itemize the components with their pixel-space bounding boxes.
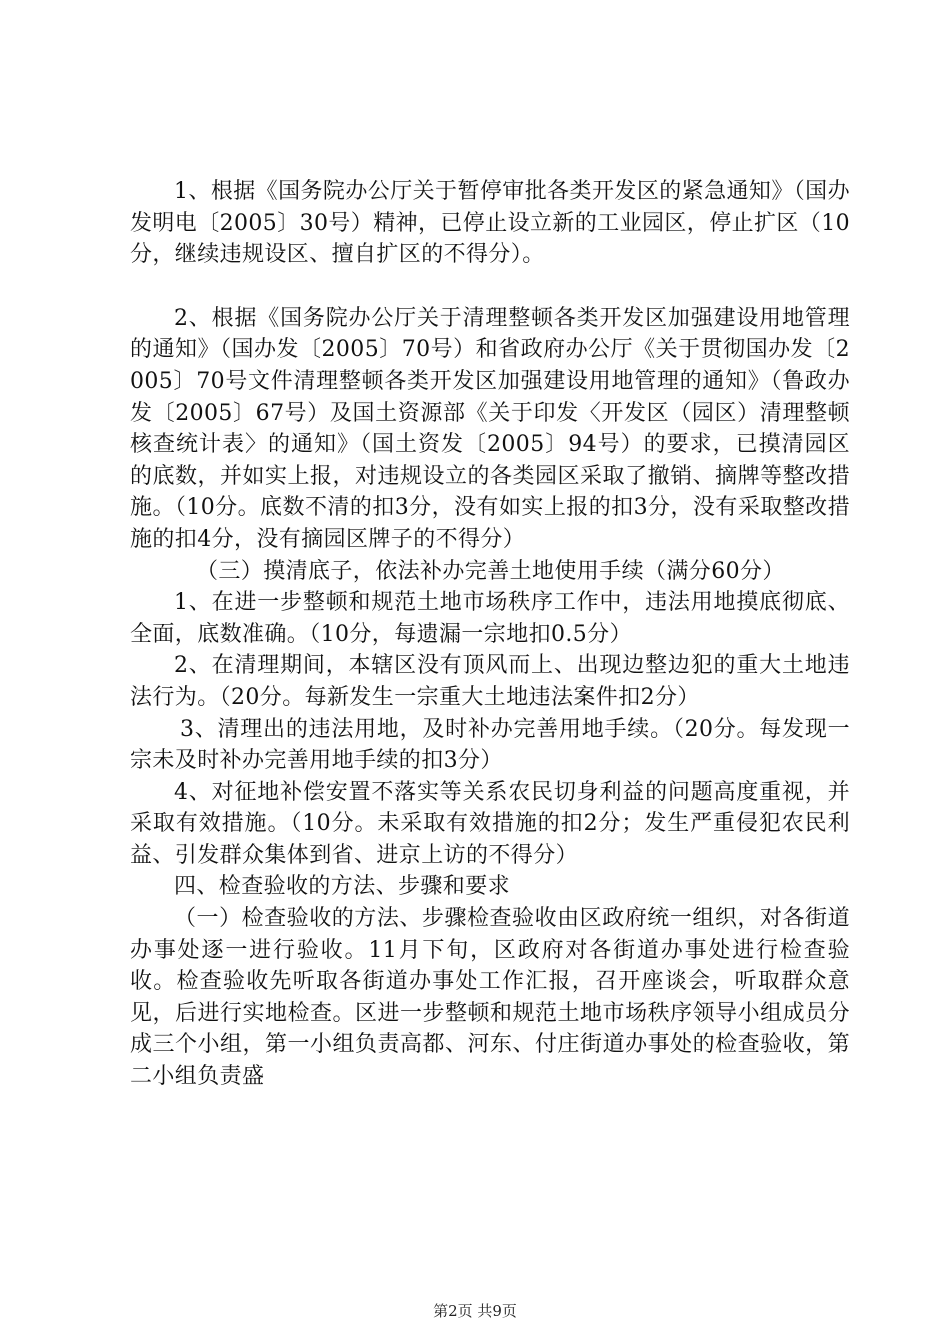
paragraph-item-3-1: 1、在进一步整顿和规范土地市场秩序工作中，违法用地摸底彻底、全面，底数准确。（10分，每遗漏一宗地扣0.5分） [130,590,850,647]
paragraph-item-3-2: 2、在清理期间，本辖区没有顶风而上、出现边整边犯的重大土地违法行为。（20分。每新发生一宗重大土地违法案件扣2分） [130,653,850,710]
page-footer: 第2页 共9页 [433,1302,517,1320]
section-heading-4: 四、检查验收的方法、步骤和要求 [174,874,511,900]
document-body [130,176,850,1093]
paragraph-item-1: 1、根据《国务院办公厅关于暂停审批各类开发区的紧急通知》（国办发明电〔2005〕30号）精神，已停止设立新的工业园区，停止扩区（10分，继续违规设区、擅自扩区的不得分）。 [130,179,850,268]
paragraph-item-3-4: 4、对征地补偿安置不落实等关系农民切身利益的问题高度重视，并采取有效措施。（10分。未采取有效措施的扣2分；发生严重侵犯农民利益、引发群众集体到省、进京上访的不得分） [130,779,850,868]
paragraph-item-3-3: 3、清理出的违法用地，及时补办完善用地手续。（20分。每发现一宗未及时补办完善用地手续的扣3分） [130,716,850,774]
section-heading-3: （三）摸清底子，依法补办完善土地使用手续（满分60分） [196,558,785,584]
paragraph-item-2: 2、根据《国务院办公厅关于清理整顿各类开发区加强建设用地管理的通知》（国办发〔2005〕70号）和省政府办公厅《关于贯彻国办发〔2005〕70号文件清理整顿各类开发区加强建设用地管理的通知》（鲁政办发〔2005〕67号）及国土资源部《关于印发〈开发区（园区）清理整顿核查统计表〉的通知》（国土资发〔2005〕94号）的要求，已摸清园区的底数，并如实上报，对违规设立的各类园区采取了撤销、摘牌等整改措施。（10分。底数不清的扣3分，没有如实上报的扣3分，没有采取整改措施的扣4分，没有摘园区牌子的不得分） [130,305,850,552]
paragraph-section-4-1: （一）检查验收的方法、步骤检查验收由区政府统一组织，对各街道办事处逐一进行验收。11月下旬，区政府对各街道办事处进行检查验收。检查验收先听取各街道办事处工作汇报，召开座谈会，听取群众意见，后进行实地检查。区进一步整顿和规范土地市场秩序领导小组成员分成三个小组，第一小组负责高都、河东、付庄街道办事处的检查验收，第二小组负责盛 [130,906,850,1090]
